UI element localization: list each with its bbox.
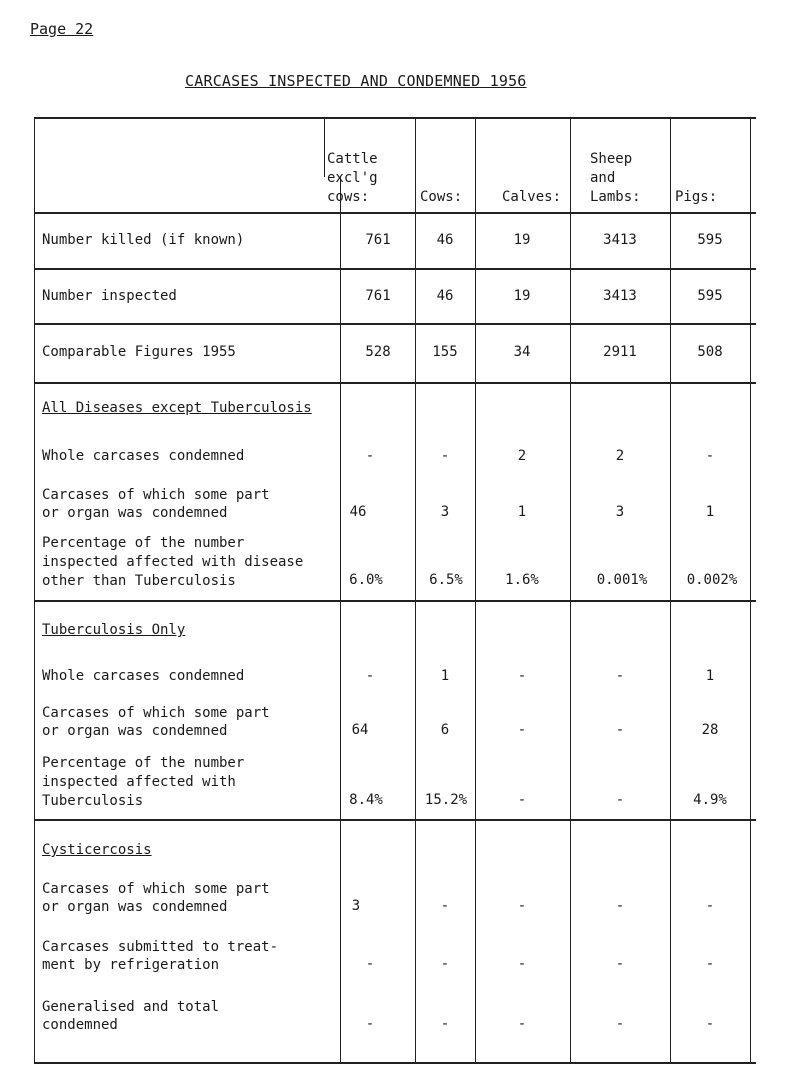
table-cell: 6.0% xyxy=(349,572,383,588)
row-label-all-percent: Percentage of the number inspected affected with disease other than Tuberculosis xyxy=(42,535,304,589)
table-cell: - xyxy=(365,448,375,464)
table-cell: - xyxy=(615,792,625,808)
row-label-inspected: Number inspected xyxy=(42,288,177,304)
table-cell: 155 xyxy=(432,344,458,360)
section-heading-cysticercosis: Cysticercosis xyxy=(42,842,152,858)
table-cell: 3 xyxy=(440,504,450,520)
table-cell: - xyxy=(440,1016,450,1032)
row-label-killed: Number killed (if known) xyxy=(42,232,245,248)
table-cell: 1 xyxy=(517,504,527,520)
table-cell: - xyxy=(440,448,450,464)
table-cell: 1 xyxy=(440,668,450,684)
table-cell: - xyxy=(615,956,625,972)
table-cell: 508 xyxy=(697,344,723,360)
table-cell: 34 xyxy=(513,344,531,360)
row-label-tb-whole: Whole carcases condemned xyxy=(42,668,245,684)
table-cell: - xyxy=(517,792,527,808)
table-cell: 761 xyxy=(365,288,391,304)
row-label-cyst-generalised: Generalised and total condemned xyxy=(42,999,220,1033)
table-cell: 2911 xyxy=(603,344,637,360)
table-cell: 46 xyxy=(349,504,367,520)
table-cell: 46 xyxy=(436,232,454,248)
table-cell: - xyxy=(517,722,527,738)
page-title: CARCASES INSPECTED AND CONDEMNED 1956 xyxy=(185,72,527,90)
table-cell: 0.001% xyxy=(596,572,648,588)
table-cell: - xyxy=(365,1016,375,1032)
column-header-cattle: Cattle excl'g cows: xyxy=(327,151,378,205)
table-cell: - xyxy=(705,448,715,464)
table-cell: 46 xyxy=(436,288,454,304)
table-cell: 19 xyxy=(513,288,531,304)
table-cell: - xyxy=(517,956,527,972)
column-header-calves: Calves: xyxy=(502,189,562,205)
section-heading-tuberculosis: Tuberculosis Only xyxy=(42,622,186,638)
table-cell: - xyxy=(365,956,375,972)
table-cell: - xyxy=(705,956,715,972)
table-cell: 64 xyxy=(351,722,369,738)
table-cell: 15.2% xyxy=(424,792,468,808)
table-cell: - xyxy=(615,1016,625,1032)
table-cell: 19 xyxy=(513,232,531,248)
section-heading-all-diseases: All Diseases except Tuberculosis xyxy=(42,400,312,416)
table-cell: 2 xyxy=(517,448,527,464)
row-label-all-whole: Whole carcases condemned xyxy=(42,448,245,464)
table-cell: 3413 xyxy=(603,232,637,248)
row-label-comparable: Comparable Figures 1955 xyxy=(42,344,236,360)
table-cell: 595 xyxy=(697,232,723,248)
row-label-cyst-refrigeration: Carcases submitted to treat- ment by refrigeration xyxy=(42,939,279,973)
column-header-sheep: Sheep and Lambs: xyxy=(590,151,641,205)
table-cell: 1 xyxy=(705,504,715,520)
table-cell: 6.5% xyxy=(429,572,463,588)
table-cell: 1.6% xyxy=(505,572,539,588)
table-cell: 4.9% xyxy=(693,792,727,808)
table-cell: - xyxy=(615,722,625,738)
table-cell: - xyxy=(705,898,715,914)
table-cell: 1 xyxy=(705,668,715,684)
table-cell: 595 xyxy=(697,288,723,304)
table-cell: 8.4% xyxy=(349,792,383,808)
table-cell: - xyxy=(705,1016,715,1032)
table-cell: 3413 xyxy=(603,288,637,304)
table-cell: - xyxy=(517,1016,527,1032)
page-number: Page 22 xyxy=(30,20,94,38)
table-cell: 3 xyxy=(351,898,361,914)
column-header-cows: Cows: xyxy=(420,189,463,205)
table-cell: - xyxy=(615,668,625,684)
table-cell: 3 xyxy=(615,504,625,520)
column-header-pigs: Pigs: xyxy=(675,189,718,205)
table-cell: 761 xyxy=(365,232,391,248)
table-cell: - xyxy=(365,668,375,684)
table-cell: - xyxy=(615,898,625,914)
table-cell: - xyxy=(440,898,450,914)
row-label-cyst-part: Carcases of which some part or organ was condemned xyxy=(42,881,270,915)
row-label-tb-part: Carcases of which some part or organ was condemned xyxy=(42,705,270,739)
table-cell: 28 xyxy=(701,722,719,738)
table-cell: - xyxy=(517,898,527,914)
table-cell: - xyxy=(517,668,527,684)
table-cell: - xyxy=(440,956,450,972)
table-cell: 6 xyxy=(440,722,450,738)
table-cell: 0.002% xyxy=(686,572,738,588)
table-cell: 2 xyxy=(615,448,625,464)
row-label-all-part: Carcases of which some part or organ was condemned xyxy=(42,487,270,521)
table-cell: 528 xyxy=(365,344,391,360)
row-label-tb-percent: Percentage of the number inspected affected with Tuberculosis xyxy=(42,755,245,809)
